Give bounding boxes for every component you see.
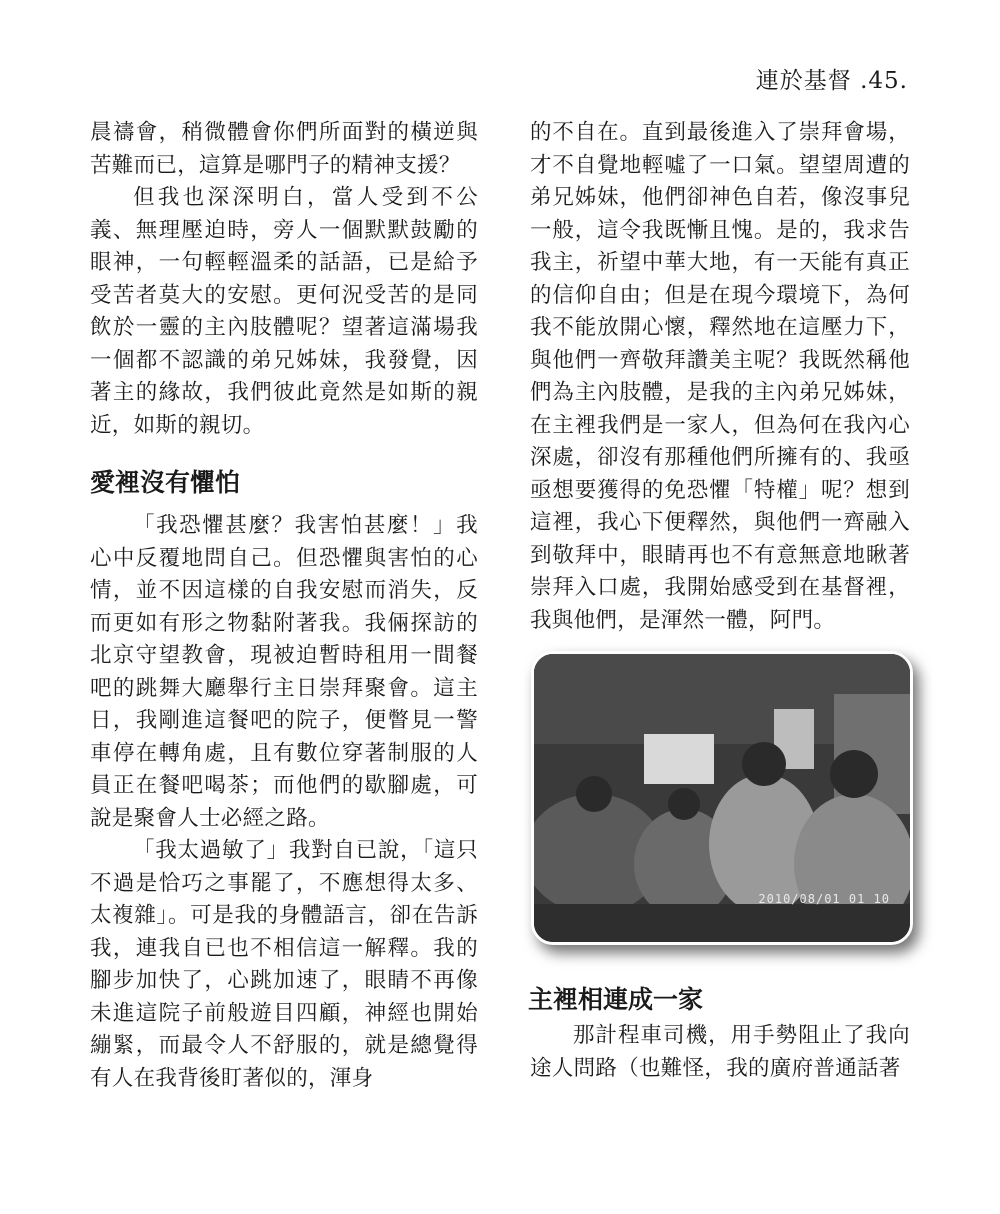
section-heading: 愛裡沒有懼怕 xyxy=(90,468,241,497)
running-header: 連於基督 .45. xyxy=(755,68,908,94)
right-column-lower xyxy=(530,1020,910,1085)
paragraph: 「我恐懼甚麼？我害怕甚麼！」我心中反覆地問自己。但恐懼與害怕的心情，並不因這樣的自我安慰而消失，反而更如有形之物黏附著我。我倆探訪的北京守望教會，現被迫暫時租用一間餐吧的跳舞大廳舉行主日崇拜聚會。這主日，我剛進這餐吧的院子，便瞥見一警車停在轉角處，且有數位穿著制服的人員正在餐吧喝茶；而他們的歇腳處，可說是聚會人士必經之路。 xyxy=(90,513,478,831)
section-heading: 主裡相連成一家 xyxy=(528,985,704,1014)
paragraph: 但我也深深明白，當人受到不公義、無理壓迫時，旁人一個默默鼓勵的眼神，一句輕輕溫柔的話語，已是給予受苦者莫大的安慰。更何況受苦的是同飲於一靈的主內肢體呢？望著這滿場我一個都不認識的弟兄姊妹，我發覺，因著主的緣故，我們彼此竟然是如斯的親近，如斯的親切。 xyxy=(90,185,478,438)
left-column xyxy=(90,117,478,1095)
right-column xyxy=(530,117,910,637)
paragraph: 晨禱會，稍微體會你們所面對的橫逆與苦難而已，這算是哪門子的精神支援？ xyxy=(90,120,478,178)
paragraph: 那計程車司機，用手勢阻止了我向途人問路（也難怪，我的廣府普通話著 xyxy=(530,1023,910,1081)
worship-photo xyxy=(531,651,913,945)
photo-timestamp: 2010/08/01 01 10 xyxy=(758,892,890,906)
paragraph: 「我太過敏了」我對自已說，「這只不過是恰巧之事罷了，不應想得太多、太複雜」。可是我的身體語言，卻在告訴我，連我自已也不相信這一解釋。我的腳步加快了，心跳加速了，眼睛不再像未進這院子前般遊目四顧，神經也開始繃緊，而最令人不舒服的，就是總覺得有人在我背後盯著似的，渾身 xyxy=(90,838,478,1091)
paragraph: 的不自在。直到最後進入了崇拜會場，才不自覺地輕噓了一口氣。望望周遭的弟兄姊妹，他們卻神色自若，像沒事兒一般，這令我既慚且愧。是的，我求告我主，祈望中華大地，有一天能有真正的信仰自由；但是在現今環境下，為何我不能放開心懷，釋然地在這壓力下，與他們一齊敬拜讚美主呢？我既然稱他們為主內肢體，是我的主內弟兄姊妹，在主裡我們是一家人，但為何在我內心深處，卻沒有那種他們所擁有的、我亟亟想要獲得的免恐懼「特權」呢？想到這裡，我心下便釋然，與他們一齊融入到敬拜中，眼睛再也不有意無意地瞅著崇拜入口處，我開始感受到在基督裡，我與他們，是渾然一體，阿門。 xyxy=(530,120,910,633)
